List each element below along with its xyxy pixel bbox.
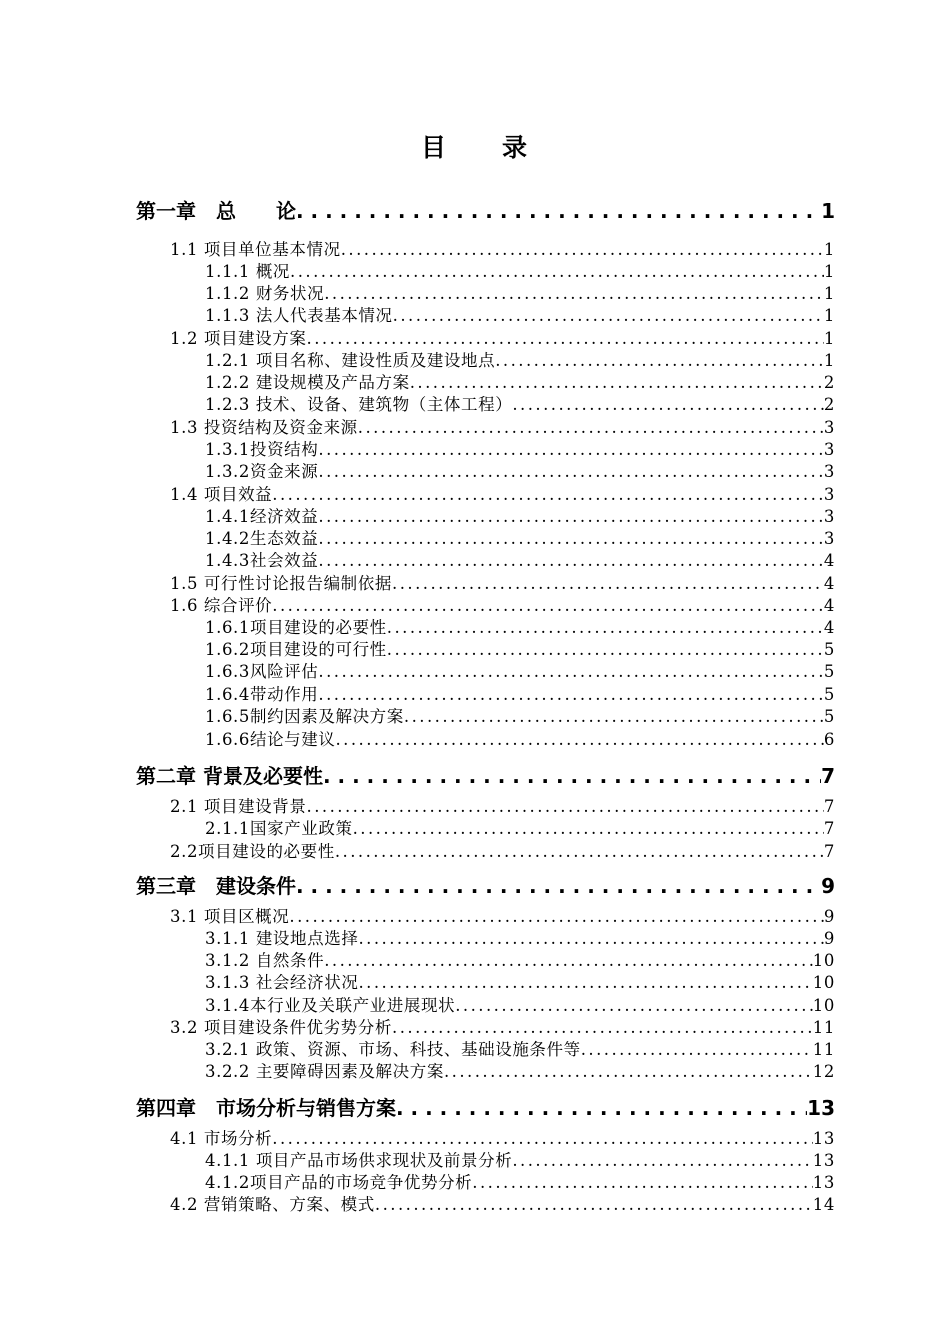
- toc-page-number: 9: [823, 929, 835, 948]
- toc-section-entry[interactable]: [205, 703, 835, 725]
- toc-page-number: 5: [823, 685, 835, 704]
- toc-dot-leader: [296, 874, 821, 898]
- toc-dot-leader: [512, 395, 824, 414]
- toc-dot-leader: [404, 707, 824, 726]
- toc-chapter-entry[interactable]: [136, 870, 835, 896]
- toc-chapter-entry[interactable]: [136, 195, 835, 221]
- toc-dot-leader: [335, 842, 824, 861]
- toc-entry-label: 1.1.2 财务状况: [205, 284, 325, 303]
- toc-page-number: 12: [812, 1062, 835, 1081]
- toc-section-entry[interactable]: [205, 436, 835, 458]
- toc-section-entry[interactable]: [170, 325, 835, 347]
- toc-entry-label: 第三章 建设条件: [136, 874, 296, 898]
- toc-page-number: 2: [823, 373, 835, 392]
- toc-dot-leader: [495, 351, 824, 370]
- toc-section-entry[interactable]: [170, 592, 835, 614]
- toc-section-entry[interactable]: [205, 992, 835, 1014]
- toc-dot-leader: [410, 373, 824, 392]
- toc-page-number: 1: [823, 306, 835, 325]
- toc-section-entry[interactable]: [170, 414, 835, 436]
- toc-dot-leader: [318, 529, 824, 548]
- toc-dot-leader: [307, 797, 824, 816]
- toc-section-entry[interactable]: [205, 525, 835, 547]
- toc-dot-leader: [324, 951, 813, 970]
- toc-entry-label: 1.6.3风险评估: [205, 662, 319, 681]
- toc-dot-leader: [289, 907, 824, 926]
- toc-dot-leader: [358, 418, 824, 437]
- toc-section-entry[interactable]: [205, 815, 835, 837]
- toc-dot-leader: [318, 551, 824, 570]
- toc-page-number: 14: [812, 1195, 835, 1214]
- toc-entry-label: 1.6 综合评价: [170, 596, 273, 615]
- toc-section-entry[interactable]: [205, 1058, 835, 1080]
- toc-entry-label: 1.4 项目效益: [170, 485, 273, 504]
- toc-entry-label: 3.1.4本行业及关联产业进展现状: [205, 996, 456, 1015]
- toc-dot-leader: [307, 329, 824, 348]
- toc-page-number: 4: [823, 618, 835, 637]
- toc-entry-label: 3.1 项目区概况: [170, 907, 290, 926]
- toc-page-number: 6: [823, 730, 835, 749]
- toc-dot-leader: [387, 618, 824, 637]
- toc-section-entry[interactable]: [170, 1014, 835, 1036]
- toc-entry-label: 4.1.2项目产品的市场竞争优势分析: [205, 1173, 473, 1192]
- toc-page-number: 10: [812, 951, 835, 970]
- toc-section-entry[interactable]: [170, 570, 835, 592]
- toc-dot-leader: [472, 1173, 813, 1192]
- toc-dot-leader: [393, 306, 824, 325]
- toc-entry-label: 1.6.4带动作用: [205, 685, 319, 704]
- toc-dot-leader: [581, 1040, 813, 1059]
- toc-entry-label: 3.1.1 建设地点选择: [205, 929, 359, 948]
- toc-dot-leader: [318, 462, 824, 481]
- toc-dot-leader: [358, 973, 812, 992]
- toc-entry-label: 1.6.6结论与建议: [205, 730, 336, 749]
- toc-dot-leader: [324, 284, 824, 303]
- toc-page-number: 4: [823, 574, 835, 593]
- toc-entry-label: 1.1 项目单位基本情况: [170, 240, 341, 259]
- toc-chapter-entry[interactable]: [136, 1092, 835, 1118]
- toc-entry-label: 第一章 总 论: [136, 199, 296, 223]
- toc-dot-leader: [272, 596, 824, 615]
- toc-section-entry[interactable]: [205, 258, 835, 280]
- toc-page-number: 3: [823, 462, 835, 481]
- toc-page-number: 13: [812, 1151, 835, 1170]
- toc-section-entry[interactable]: [205, 1036, 835, 1058]
- toc-section-entry[interactable]: [205, 614, 835, 636]
- toc-dot-leader: [387, 640, 824, 659]
- toc-page-number: 3: [823, 507, 835, 526]
- toc-entry-label: 1.3.1投资结构: [205, 440, 319, 459]
- toc-page-number: 1: [821, 199, 835, 223]
- toc-dot-leader: [392, 1018, 813, 1037]
- toc-dot-leader: [358, 929, 823, 948]
- toc-page-number: 7: [823, 797, 835, 816]
- toc-section-entry[interactable]: [205, 969, 835, 991]
- toc-section-entry[interactable]: [205, 391, 835, 413]
- toc-page-number: 5: [823, 662, 835, 681]
- toc-entry-label: 1.1.1 概况: [205, 262, 291, 281]
- toc-dot-leader: [396, 1096, 807, 1120]
- toc-entry-label: 3.1.2 自然条件: [205, 951, 325, 970]
- toc-entry-label: 1.4.1经济效益: [205, 507, 319, 526]
- toc-entry-label: 第二章 背景及必要性: [136, 764, 323, 788]
- toc-dot-leader: [318, 685, 824, 704]
- toc-section-entry[interactable]: [205, 925, 835, 947]
- toc-entry-label: 1.4.2生态效益: [205, 529, 319, 548]
- toc-dot-leader: [290, 262, 824, 281]
- toc-entry-label: 1.2.2 建设规模及产品方案: [205, 373, 410, 392]
- toc-page-number: 1: [823, 240, 835, 259]
- toc-entry-label: 2.1.1国家产业政策: [205, 819, 353, 838]
- toc-dot-leader: [341, 240, 824, 259]
- toc-section-entry[interactable]: [205, 280, 835, 302]
- toc-dot-leader: [318, 662, 824, 681]
- toc-page-number: 9: [821, 874, 835, 898]
- toc-page-number: 7: [821, 764, 835, 788]
- toc-page-number: 1: [823, 284, 835, 303]
- toc-page-number: 3: [823, 529, 835, 548]
- toc-entry-label: 4.1 市场分析: [170, 1129, 273, 1148]
- toc-entry-label: 1.3.2资金来源: [205, 462, 319, 481]
- toc-dot-leader: [512, 1151, 812, 1170]
- toc-section-entry[interactable]: [205, 947, 835, 969]
- toc-entry-label: 3.2.2 主要障碍因素及解决方案: [205, 1062, 444, 1081]
- toc-page-number: 5: [823, 640, 835, 659]
- toc-page-number: 10: [812, 973, 835, 992]
- toc-page-number: 1: [823, 329, 835, 348]
- toc-entry-label: 1.6.1项目建设的必要性: [205, 618, 387, 637]
- toc-page-number: 4: [823, 551, 835, 570]
- toc-entry-label: 2.2项目建设的必要性: [170, 842, 335, 861]
- toc-title: 目 录: [420, 133, 529, 162]
- toc-entry-label: 3.2.1 政策、资源、市场、科技、基础设施条件等: [205, 1040, 581, 1059]
- toc-section-entry[interactable]: [205, 636, 835, 658]
- toc-entry-label: 1.2.3 技术、设备、建筑物（主体工程）: [205, 395, 513, 414]
- toc-section-entry[interactable]: [170, 1191, 835, 1213]
- toc-dot-leader: [455, 996, 813, 1015]
- toc-section-entry[interactable]: [170, 838, 835, 860]
- toc-page-number: 1: [823, 351, 835, 370]
- toc-entry-label: 1.4.3社会效益: [205, 551, 319, 570]
- toc-page-number: 11: [812, 1040, 835, 1059]
- toc-page-number: 3: [823, 440, 835, 459]
- toc-entry-label: 2.1 项目建设背景: [170, 797, 307, 816]
- toc-section-entry[interactable]: [205, 503, 835, 525]
- toc-page-number: 13: [807, 1096, 835, 1120]
- toc-page-number: 2: [823, 395, 835, 414]
- toc-section-entry[interactable]: [205, 347, 835, 369]
- toc-entry-label: 1.6.5制约因素及解决方案: [205, 707, 404, 726]
- toc-dot-leader: [272, 1129, 813, 1148]
- toc-section-entry[interactable]: [205, 302, 835, 324]
- toc-dot-leader: [272, 485, 824, 504]
- toc-section-entry[interactable]: [170, 903, 835, 925]
- toc-dot-leader: [318, 440, 824, 459]
- toc-page-number: 3: [823, 485, 835, 504]
- toc-dot-leader: [375, 1195, 813, 1214]
- toc-section-entry[interactable]: [205, 658, 835, 680]
- toc-chapter-entry[interactable]: [136, 760, 835, 786]
- toc-page-number: 13: [812, 1129, 835, 1148]
- toc-page-number: 3: [823, 418, 835, 437]
- toc-section-entry[interactable]: [205, 726, 835, 748]
- toc-page-number: 13: [812, 1173, 835, 1192]
- toc-entry-label: 3.1.3 社会经济状况: [205, 973, 359, 992]
- toc-page-number: 4: [823, 596, 835, 615]
- toc-entry-label: 1.2.1 项目名称、建设性质及建设地点: [205, 351, 496, 370]
- toc-entry-label: 1.2 项目建设方案: [170, 329, 307, 348]
- toc-section-entry[interactable]: [170, 481, 835, 503]
- toc-dot-leader: [444, 1062, 813, 1081]
- toc-entry-label: 1.3 投资结构及资金来源: [170, 418, 358, 437]
- toc-entry-label: 1.1.3 法人代表基本情况: [205, 306, 393, 325]
- toc-section-entry[interactable]: [205, 1147, 835, 1169]
- toc-page-number: 7: [823, 819, 835, 838]
- toc-page-number: 7: [823, 842, 835, 861]
- toc-section-entry[interactable]: [170, 1125, 835, 1147]
- toc-page-number: 11: [812, 1018, 835, 1037]
- toc-entry-label: 4.2 营销策略、方案、模式: [170, 1195, 375, 1214]
- toc-dot-leader: [353, 819, 824, 838]
- toc-entry-label: 3.2 项目建设条件优劣势分析: [170, 1018, 392, 1037]
- toc-dot-leader: [323, 764, 821, 788]
- toc-section-entry[interactable]: [205, 369, 835, 391]
- toc-dot-leader: [335, 730, 823, 749]
- toc-page-number: 5: [823, 707, 835, 726]
- toc-entry-label: 第四章 市场分析与销售方案: [136, 1096, 396, 1120]
- toc-dot-leader: [318, 507, 824, 526]
- toc-entry-label: 1.5 可行性讨论报告编制依据: [170, 574, 392, 593]
- toc-page-number: 9: [823, 907, 835, 926]
- toc-entry-label: 4.1.1 项目产品市场供求现状及前景分析: [205, 1151, 513, 1170]
- toc-section-entry[interactable]: [205, 458, 835, 480]
- toc-page-number: 10: [812, 996, 835, 1015]
- toc-section-entry[interactable]: [205, 681, 835, 703]
- toc-page-number: 1: [823, 262, 835, 281]
- toc-section-entry[interactable]: [170, 236, 835, 258]
- toc-dot-leader: [296, 199, 821, 223]
- toc-section-entry[interactable]: [170, 793, 835, 815]
- toc-dot-leader: [392, 574, 824, 593]
- toc-entry-label: 1.6.2项目建设的可行性: [205, 640, 387, 659]
- toc-section-entry[interactable]: [205, 547, 835, 569]
- toc-section-entry[interactable]: [205, 1169, 835, 1191]
